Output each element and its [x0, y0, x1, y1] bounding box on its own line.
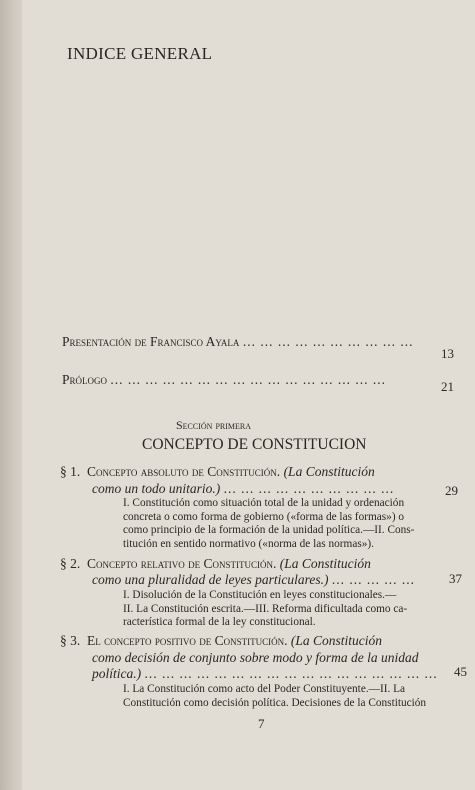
toc-entry-summary: [123, 497, 428, 551]
toc-entry-label: Prólogo: [62, 372, 108, 387]
page-number: 45: [454, 664, 467, 679]
toc-entry-subtitle: como una pluralidad de leyes particulares.): [92, 572, 329, 587]
summary-line: I. La Constitución como acto del Poder Constituyente.—II. La: [123, 683, 406, 695]
toc-entry-subtitle: como decisión de conjunto sobre modo y forma de la unidad: [92, 650, 419, 665]
page-number: 29: [445, 483, 458, 498]
leader-dots: ... ... ... ... ... ... ... ... ... ... ... ... ... ... ... ... ...: [144, 666, 438, 681]
section-number: § 3.: [60, 633, 81, 648]
page-number: 37: [449, 571, 462, 586]
toc-entry-1-line1: [60, 464, 375, 480]
toc-entry-subtitle: política.): [92, 666, 142, 681]
toc-entry-summary: [123, 683, 433, 710]
toc-entry-presentacion: [62, 334, 413, 350]
toc-entry-1-line2: [92, 481, 394, 497]
toc-entry-2-line1: [60, 556, 371, 572]
leader-dots: ... ... ... ... ...: [331, 572, 415, 587]
toc-entry-summary: [123, 589, 428, 630]
toc-entry-subtitle: (La Constitución: [290, 633, 382, 648]
toc-entry-title: Concepto absoluto de Constitución.: [87, 464, 281, 479]
toc-entry-3-line1: [60, 633, 382, 649]
summary-line: I. Constitución como situación total de la unidad y ordenación: [123, 497, 405, 509]
leader-dots: ... ... ... ... ... ... ... ... ... ... ... ... ... ... ... ...: [110, 372, 387, 387]
page-title: INDICE GENERAL: [67, 44, 213, 63]
leader-dots: ... ... ... ... ... ... ... ... ... ...: [223, 481, 395, 496]
leader-dots: ... ... ... ... ... ... ... ... ... ...: [242, 334, 414, 349]
section-title: CONCEPTO DE CONSTITUCION: [142, 436, 367, 453]
toc-entry-subtitle: (La Constitución: [283, 464, 375, 479]
page-number: 13: [441, 346, 454, 361]
toc-entry-3-line3: [92, 666, 438, 682]
toc-entry-label: Presentación de Francisco Ayala: [62, 334, 240, 349]
toc-entry-3-line2: [92, 650, 418, 666]
toc-entry-subtitle: como un todo unitario.): [92, 481, 221, 496]
toc-entry-title: Concepto relativo de Constitución.: [87, 556, 277, 571]
book-spine-gutter: [0, 0, 22, 790]
section-label: Sección primera: [176, 418, 252, 432]
toc-entry-2-line2: [92, 572, 415, 588]
summary-line: I. Disolución de la Constitución en leyes constitucionales.—: [123, 589, 397, 601]
section-number: § 2.: [60, 556, 81, 571]
toc-entry-subtitle: (La Constitución: [279, 556, 371, 571]
toc-entry-prologo: [62, 372, 386, 388]
folio-page-number: 7: [258, 716, 265, 731]
summary-line: como principio de la formación de la unidad política.—II. Cons-: [123, 524, 415, 536]
toc-entry-title: El concepto positivo de Constitución.: [87, 633, 288, 648]
summary-line: Constitución como decisión política. Decisiones de la Constitución: [123, 696, 427, 709]
page-number: 21: [441, 379, 454, 394]
summary-line: concreta o como forma de gobierno («forma de las formas») o: [123, 510, 405, 523]
summary-line: titución en sentido normativo («norma de las normas»).: [123, 537, 374, 550]
section-number: § 1.: [60, 464, 81, 479]
summary-line: II. La Constitución escrita.—III. Reforma dificultada como ca-: [123, 602, 408, 615]
summary-line: racterística formal de la ley constitucional.: [123, 616, 316, 628]
